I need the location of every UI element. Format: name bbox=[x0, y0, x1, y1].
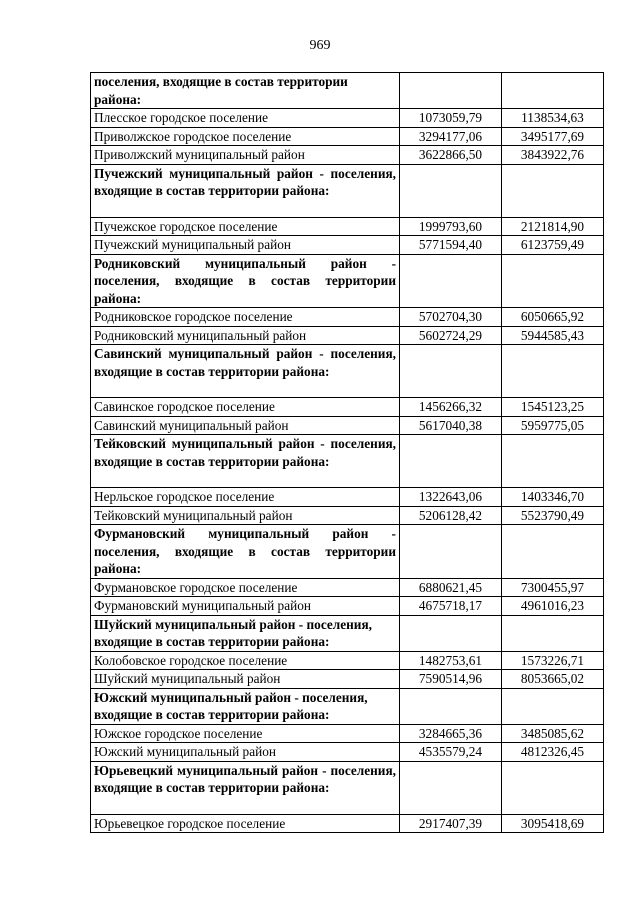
row-value-2-cell bbox=[502, 73, 604, 109]
row-value-2-cell: 7300455,97 bbox=[502, 578, 604, 597]
row-name-cell: Савинский муниципальный район - поселения, входящие в состав территории района: bbox=[91, 345, 400, 398]
table-row bbox=[91, 506, 604, 525]
row-value-2-cell: 2121814,90 bbox=[502, 217, 604, 236]
row-value-1-cell bbox=[400, 615, 502, 651]
row-name-cell: Тейковский муниципальный район bbox=[91, 506, 400, 525]
row-value-2-cell: 5959775,05 bbox=[502, 416, 604, 435]
row-name-cell: Тейковский муниципальный район - поселения, входящие в состав территории района: bbox=[91, 435, 400, 488]
row-name-cell: Савинское городское поселение bbox=[91, 398, 400, 417]
table-section-heading bbox=[91, 615, 604, 651]
row-value-1-cell: 5702704,30 bbox=[400, 308, 502, 327]
page-number: 969 bbox=[309, 38, 331, 53]
row-name-cell: Савинский муниципальный район bbox=[91, 416, 400, 435]
row-value-1-cell bbox=[400, 164, 502, 217]
table-section-heading bbox=[91, 164, 604, 217]
table-row bbox=[91, 724, 604, 743]
row-value-2-cell: 3095418,69 bbox=[502, 814, 604, 833]
row-value-2-cell bbox=[502, 254, 604, 308]
row-value-1-cell bbox=[400, 254, 502, 308]
row-value-2-cell: 4812326,45 bbox=[502, 743, 604, 762]
row-value-2-cell: 1573226,71 bbox=[502, 651, 604, 670]
row-value-1-cell: 3284665,36 bbox=[400, 724, 502, 743]
row-name-cell: Приволжский муниципальный район bbox=[91, 146, 400, 165]
row-value-2-cell bbox=[502, 345, 604, 398]
row-name-cell: Родниковский муниципальный район - поселения, входящие в состав территории района: bbox=[91, 254, 400, 308]
row-value-1-cell: 5206128,42 bbox=[400, 506, 502, 525]
row-value-2-cell bbox=[502, 525, 604, 579]
table-row bbox=[91, 146, 604, 165]
row-name-cell: Юрьевецкое городское поселение bbox=[91, 814, 400, 833]
row-name-cell: Пучежский муниципальный район - поселения, входящие в состав территории района: bbox=[91, 164, 400, 217]
row-value-1-cell: 1482753,61 bbox=[400, 651, 502, 670]
row-name-cell: Пучежский муниципальный район bbox=[91, 236, 400, 255]
row-name-cell: Колобовское городское поселение bbox=[91, 651, 400, 670]
row-name-cell: Шуйский муниципальный район - поселения, входящие в состав территории района: bbox=[91, 615, 400, 651]
row-value-1-cell: 5771594,40 bbox=[400, 236, 502, 255]
table-row bbox=[91, 236, 604, 255]
row-name-cell: Шуйский муниципальный район bbox=[91, 670, 400, 689]
table-row bbox=[91, 488, 604, 507]
row-value-1-cell bbox=[400, 345, 502, 398]
table-row bbox=[91, 109, 604, 128]
row-name-cell: Приволжское городское поселение bbox=[91, 127, 400, 146]
row-name-cell: Пучежское городское поселение bbox=[91, 217, 400, 236]
row-value-2-cell: 1138534,63 bbox=[502, 109, 604, 128]
row-value-2-cell: 3495177,69 bbox=[502, 127, 604, 146]
table-row bbox=[91, 127, 604, 146]
row-value-1-cell: 2917407,39 bbox=[400, 814, 502, 833]
row-value-2-cell: 6050665,92 bbox=[502, 308, 604, 327]
row-value-2-cell: 8053665,02 bbox=[502, 670, 604, 689]
row-value-1-cell: 7590514,96 bbox=[400, 670, 502, 689]
row-value-1-cell: 1322643,06 bbox=[400, 488, 502, 507]
row-value-1-cell: 3622866,50 bbox=[400, 146, 502, 165]
row-name-cell: Родниковское городское поселение bbox=[91, 308, 400, 327]
row-value-2-cell: 5944585,43 bbox=[502, 326, 604, 345]
row-value-1-cell: 5602724,29 bbox=[400, 326, 502, 345]
table-row bbox=[91, 578, 604, 597]
table-row bbox=[91, 597, 604, 616]
row-value-1-cell bbox=[400, 525, 502, 579]
row-name-cell: Южское городское поселение bbox=[91, 724, 400, 743]
row-value-2-cell: 3485085,62 bbox=[502, 724, 604, 743]
row-value-2-cell bbox=[502, 164, 604, 217]
table-row bbox=[91, 743, 604, 762]
row-name-cell: Родниковский муниципальный район bbox=[91, 326, 400, 345]
table-row bbox=[91, 651, 604, 670]
table-row bbox=[91, 308, 604, 327]
row-name-cell: Плесское городское поселение bbox=[91, 109, 400, 128]
row-value-1-cell: 5617040,38 bbox=[400, 416, 502, 435]
row-value-2-cell: 5523790,49 bbox=[502, 506, 604, 525]
row-name-cell: Фурмановский муниципальный район bbox=[91, 597, 400, 616]
row-name-cell: Фурмановский муниципальный район - поселения, входящие в состав территории района: bbox=[91, 525, 400, 579]
table-section-heading bbox=[91, 73, 604, 109]
row-value-2-cell bbox=[502, 688, 604, 724]
row-name-cell: Южский муниципальный район - поселения, входящие в состав территории района: bbox=[91, 688, 400, 724]
row-value-1-cell: 1999793,60 bbox=[400, 217, 502, 236]
budget-table-body bbox=[91, 73, 604, 833]
table-section-heading bbox=[91, 435, 604, 488]
table-section-heading bbox=[91, 688, 604, 724]
table-row bbox=[91, 814, 604, 833]
row-name-cell: Фурмановское городское поселение bbox=[91, 578, 400, 597]
row-value-1-cell: 1073059,79 bbox=[400, 109, 502, 128]
table-row bbox=[91, 416, 604, 435]
row-name-cell: Южский муниципальный район bbox=[91, 743, 400, 762]
table-row bbox=[91, 217, 604, 236]
table-row bbox=[91, 670, 604, 689]
row-value-2-cell: 6123759,49 bbox=[502, 236, 604, 255]
table-section-heading bbox=[91, 345, 604, 398]
row-value-2-cell bbox=[502, 615, 604, 651]
row-value-1-cell bbox=[400, 688, 502, 724]
row-value-2-cell: 1403346,70 bbox=[502, 488, 604, 507]
row-value-1-cell: 4675718,17 bbox=[400, 597, 502, 616]
row-name-cell: поселения, входящие в состав территории района: bbox=[91, 73, 400, 109]
table-section-heading bbox=[91, 254, 604, 308]
row-value-2-cell: 3843922,76 bbox=[502, 146, 604, 165]
row-value-1-cell bbox=[400, 761, 502, 814]
budget-table bbox=[90, 72, 604, 833]
row-value-1-cell: 6880621,45 bbox=[400, 578, 502, 597]
row-value-1-cell bbox=[400, 435, 502, 488]
table-section-heading bbox=[91, 761, 604, 814]
table-row bbox=[91, 398, 604, 417]
row-value-1-cell: 3294177,06 bbox=[400, 127, 502, 146]
table-section-heading bbox=[91, 525, 604, 579]
row-value-2-cell: 1545123,25 bbox=[502, 398, 604, 417]
row-name-cell: Юрьевецкий муниципальный район - поселения, входящие в состав территории района: bbox=[91, 761, 400, 814]
row-name-cell: Нерльское городское поселение bbox=[91, 488, 400, 507]
row-value-1-cell bbox=[400, 73, 502, 109]
row-value-1-cell: 1456266,32 bbox=[400, 398, 502, 417]
table-row bbox=[91, 326, 604, 345]
row-value-1-cell: 4535579,24 bbox=[400, 743, 502, 762]
row-value-2-cell bbox=[502, 435, 604, 488]
row-value-2-cell bbox=[502, 761, 604, 814]
row-value-2-cell: 4961016,23 bbox=[502, 597, 604, 616]
